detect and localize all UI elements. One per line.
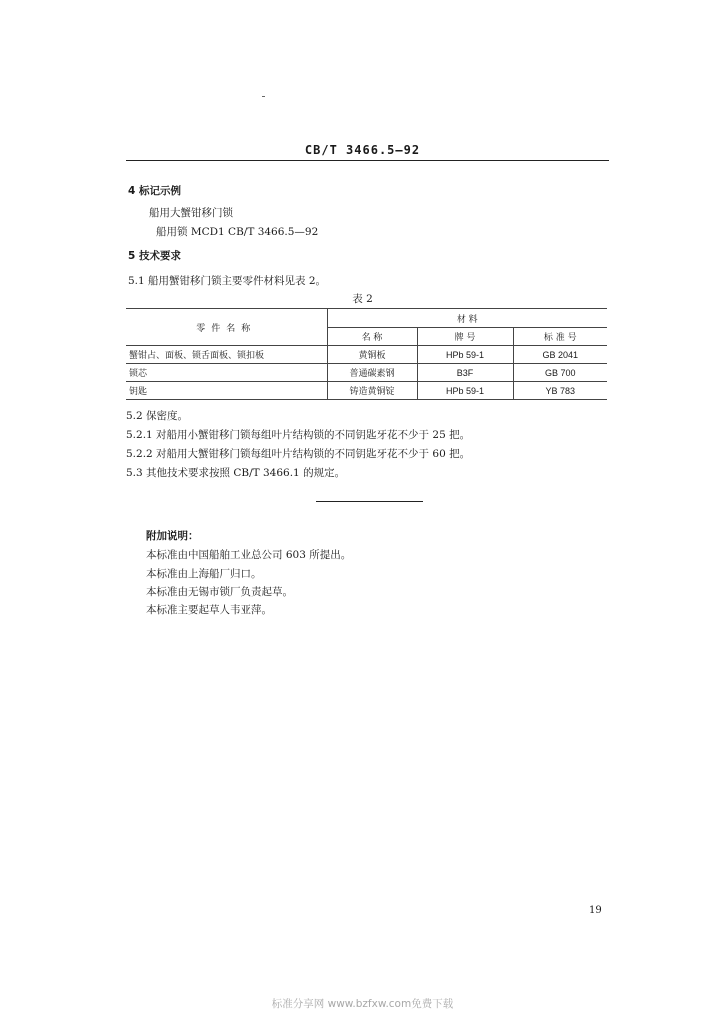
grade-cell: B3F — [417, 364, 513, 382]
example-line-2: 船用锁 MCD1 CB/T 3466.5—92 — [156, 226, 319, 238]
section-4-title: 4 标记示例 — [128, 185, 181, 197]
example-line-1: 船用大蟹钳移门锁 — [149, 207, 233, 219]
para-5-3: 5.3 其他技术要求按照 CB/T 3466.1 的规定。 — [126, 467, 346, 479]
page-number: 19 — [589, 905, 602, 916]
header-material-name: 名 称 — [327, 328, 417, 346]
section-5-title: 5 技术要求 — [128, 250, 181, 262]
header-standard-no: 标 准 号 — [513, 328, 607, 346]
header-part-name: 零件名称 — [126, 309, 327, 346]
notes-title: 附加说明： — [146, 530, 199, 542]
table-row — [126, 382, 607, 400]
table-row — [126, 346, 607, 364]
standard-cell: YB 783 — [513, 382, 607, 400]
para-5-1: 5.1 船用蟹钳移门锁主要零件材料见表 2。 — [128, 275, 327, 287]
footer-watermark: 标准分享网 www.bzfxw.com免费下载 — [271, 998, 454, 1010]
table-caption: 表 2 — [352, 293, 373, 305]
note-line: 本标准由中国船舶工业总公司 603 所提出。 — [146, 549, 352, 561]
header-rule — [126, 160, 609, 161]
part-cell: 钥匙 — [126, 382, 327, 400]
para-5-2-2: 5.2.2 对船用大蟹钳移门锁每组叶片结构锁的不同钥匙牙花不少于 60 把。 — [126, 448, 471, 460]
material-name-cell: 铸造黄铜锭 — [327, 382, 417, 400]
table-row — [126, 364, 607, 382]
material-name-cell: 普通碳素钢 — [327, 364, 417, 382]
scan-speck — [262, 96, 265, 97]
note-line: 本标准由上海船厂归口。 — [146, 568, 262, 580]
para-5-2-1: 5.2.1 对船用小蟹钳移门锁每组叶片结构锁的不同钥匙牙花不少于 25 把。 — [126, 429, 471, 441]
standard-cell: GB 2041 — [513, 346, 607, 364]
para-5-2: 5.2 保密度。 — [126, 410, 189, 422]
grade-cell: HPb 59-1 — [417, 382, 513, 400]
grade-cell: HPb 59-1 — [417, 346, 513, 364]
note-line: 本标准主要起草人韦亚萍。 — [146, 604, 272, 616]
standard-cell: GB 700 — [513, 364, 607, 382]
header-grade: 牌 号 — [417, 328, 513, 346]
header-material: 材 料 — [327, 309, 607, 328]
part-cell: 蟹钳占、面板、锁舌面板、锁扣板 — [126, 346, 327, 364]
standard-code: CB/T 3466.5—92 — [304, 143, 421, 157]
end-rule — [316, 501, 423, 502]
material-name-cell: 黄铜板 — [327, 346, 417, 364]
materials-table — [126, 308, 607, 400]
part-cell: 锁芯 — [126, 364, 327, 382]
note-line: 本标准由无锡市锁厂负责起草。 — [146, 586, 293, 598]
